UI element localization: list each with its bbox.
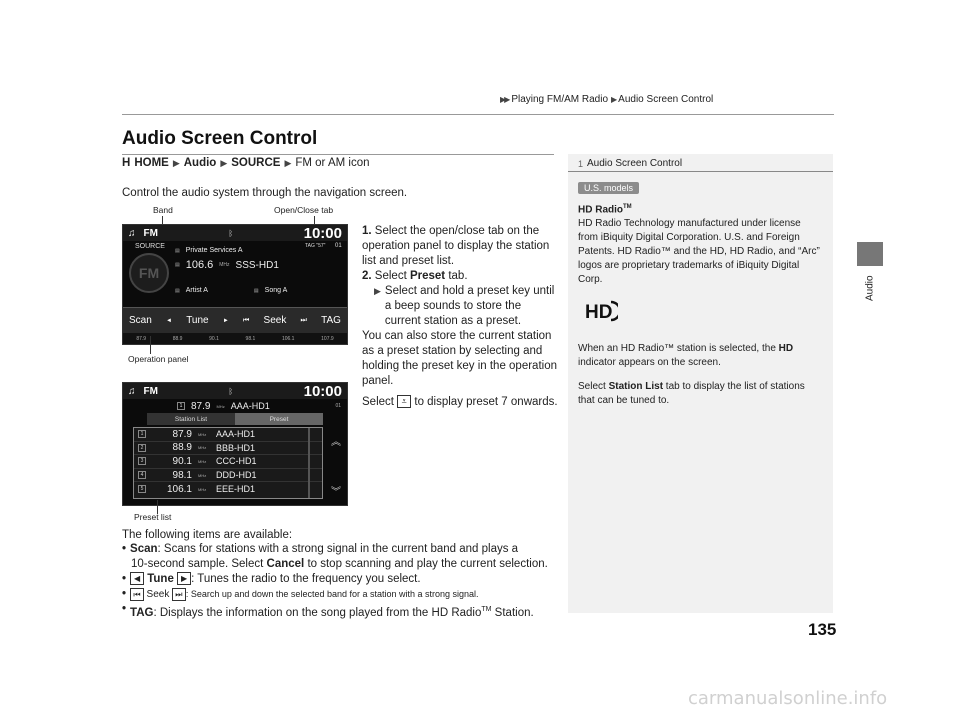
scan-button[interactable]: Scan: [129, 315, 152, 326]
source-label[interactable]: SOURCE: [135, 243, 165, 250]
sidebar-heading: [568, 154, 833, 171]
scroll-down-icon[interactable]: ︾: [331, 487, 341, 498]
list-item[interactable]: [134, 428, 322, 442]
header-divider: [122, 114, 834, 115]
step-number: 1.: [362, 225, 372, 237]
list-tabs: [147, 413, 323, 425]
list-item[interactable]: [134, 442, 322, 456]
arrow-icon: ▶: [172, 157, 180, 168]
callout-line: [150, 336, 151, 354]
preset-unit: MHz: [198, 472, 207, 478]
preset-frequency: 88.9: [172, 442, 192, 454]
page-title: Audio Screen Control: [122, 128, 318, 149]
title-divider: [122, 154, 554, 155]
region-badge: U.S. models: [578, 182, 639, 194]
tune-down-button[interactable]: ◄: [166, 317, 172, 324]
section-tab-label[interactable]: Audio: [864, 275, 876, 301]
status-bar: [123, 225, 347, 241]
list-item[interactable]: [134, 469, 322, 483]
music-note-icon: ♫: [128, 385, 136, 397]
step-text: tab.: [445, 270, 468, 282]
item-text: : Search up and down the selected band for a station with a strong signal.: [185, 589, 479, 599]
preset-unit: MHz: [198, 486, 207, 492]
list-item-tune: • ◀ Tune ▶ : Tunes the radio to the frequency you select.: [122, 573, 421, 585]
step-text: Select: [374, 270, 410, 282]
step-text: to display preset 7 onwards.: [414, 396, 558, 408]
seek-up-icon: ⏭: [172, 588, 186, 601]
bluetooth-icon: ᛒ: [228, 228, 234, 238]
station-info-area: [123, 241, 347, 307]
step-2-substep: [362, 284, 558, 329]
clock: 10:00: [303, 224, 342, 242]
freq-tick: 88.9: [172, 335, 183, 342]
tune-up-icon: ▶: [177, 572, 191, 585]
service-name: Private Services A: [185, 247, 243, 254]
service-row: [175, 247, 243, 254]
hd-radio-logo-icon: [584, 297, 823, 330]
radio-icon: ▤: [175, 262, 180, 268]
sidebar-divider: [568, 171, 833, 172]
path-home: HOME: [134, 157, 169, 169]
breadcrumb-item[interactable]: Playing FM/AM Radio: [511, 94, 609, 105]
hd-indicator-note: [578, 342, 823, 370]
tune-down-icon: ◀: [130, 572, 144, 585]
item-text: : Tunes the radio to the frequency you select.: [191, 573, 421, 585]
callout-operation-panel: Operation panel: [128, 354, 189, 364]
item-text: to stop scanning and play the current selection.: [304, 558, 548, 570]
substep-text: Select and hold a preset key until a beep sounds to store the current station as a preset.: [384, 285, 555, 327]
procedure-steps: [362, 224, 558, 410]
frequency: 87.9: [191, 400, 211, 412]
callout-band: Band: [153, 205, 173, 215]
operation-panel: [123, 307, 347, 333]
freq-tick: 106.1: [281, 335, 295, 342]
tune-up-button[interactable]: ►: [222, 317, 229, 324]
preset-store-note: You can also store the current station as a preset station by selecting and holding the preset key in the operation panel.: [362, 330, 557, 387]
frequency-scale: [123, 333, 347, 344]
frequency: 106.6: [185, 259, 214, 271]
svg-text:HD: HD: [585, 302, 613, 324]
item-text: 10-second sample. Select: [131, 558, 267, 570]
seek-label: Seek: [263, 315, 287, 326]
preset-number: 5: [138, 485, 146, 493]
status-bar: [123, 383, 347, 399]
song-name: Song A: [264, 287, 288, 294]
station-name: SSS-HD1: [235, 259, 279, 271]
note-text: Select: [578, 381, 609, 393]
preset-frequency: 98.1: [172, 469, 192, 481]
step-number: 2.: [362, 270, 372, 282]
audio-screen-main: [122, 224, 348, 345]
arrow-icon: ▶: [611, 95, 616, 104]
list-item[interactable]: [134, 482, 322, 496]
note-text: tab to display the list of stations that can be tuned to.: [578, 381, 805, 407]
hd-radio-heading: [578, 200, 823, 217]
arrow-icon: ▶: [374, 286, 381, 296]
item-label: Tune: [147, 573, 174, 585]
notes-sidebar: [568, 154, 833, 613]
music-note-icon: ♫: [128, 227, 136, 239]
preset-station: EEE-HD1: [216, 484, 256, 495]
seek-down-icon: ⏮: [130, 588, 144, 601]
scrollbar[interactable]: [308, 428, 310, 498]
clock: 10:00: [303, 382, 342, 400]
item-label: Scan: [130, 543, 158, 555]
artist-song-row: [175, 287, 287, 294]
step-text: Select the open/close tab on the operation panel to display the station list and preset list.: [362, 225, 550, 267]
item-text: : Displays the information on the song played from the HD Radio: [153, 606, 482, 619]
station-name: AAA-HD1: [230, 401, 270, 411]
list-item[interactable]: [134, 455, 322, 469]
preset-station: CCC-HD1: [216, 456, 257, 467]
preset-number: 2: [138, 444, 146, 452]
item-label: Seek: [146, 589, 170, 600]
frequency-row: [175, 259, 279, 271]
path-tail: FM or AM icon: [295, 157, 370, 169]
tab-station-list[interactable]: Station List: [147, 413, 235, 425]
channel-number: 01: [335, 243, 342, 249]
preset-unit: MHz: [198, 431, 207, 437]
note-keyword: HD: [778, 343, 794, 355]
page-number: 135: [808, 620, 837, 639]
freq-tick: 107.9: [321, 335, 334, 342]
fm-source-icon[interactable]: FM: [129, 253, 169, 293]
artist-icon: ▤: [175, 287, 180, 294]
preset-number: 1: [138, 430, 146, 438]
intro-text: Control the audio system through the navigation screen.: [122, 187, 408, 199]
service-icon: ▤: [175, 247, 180, 254]
preset-7-note: [362, 395, 558, 410]
artist-name: Artist A: [185, 287, 208, 294]
seek-down-button[interactable]: ⏮: [243, 316, 250, 324]
note-text: When an HD Radio™ station is selected, the: [578, 343, 779, 355]
expand-down-icon: ⩡: [397, 395, 411, 408]
station-list-note: [578, 380, 823, 408]
preset-frequency: 87.9: [172, 428, 192, 440]
list-item-tag: • TAG: Displays the information on the song played from the HD Radio™ Station.: [122, 603, 534, 619]
sidebar-body: [568, 196, 833, 422]
home-path-icon: H: [122, 157, 131, 169]
freq-tick: 98.1: [245, 335, 256, 342]
breadcrumb: [500, 94, 713, 105]
freq-tick: 87.9: [136, 335, 147, 342]
freq-tick: 90.1: [209, 335, 219, 342]
items-list: [122, 542, 562, 621]
breadcrumb-item[interactable]: Audio Screen Control: [618, 94, 714, 105]
trademark: TM: [623, 204, 632, 210]
arrow-icon: ▶: [284, 157, 292, 168]
seek-up-button[interactable]: ⏭: [300, 316, 307, 324]
frequency-unit: MHz: [219, 262, 230, 268]
song-icon: ▤: [253, 287, 259, 294]
preset-station: DDD-HD1: [216, 470, 257, 481]
item-text: : Scans for stations with a strong signal in the current band and plays a: [157, 543, 519, 555]
step-2: [362, 269, 558, 284]
callout-open-close-tab: Open/Close tab: [274, 205, 334, 215]
current-station-row: [123, 399, 347, 413]
trademark: TM: [481, 606, 492, 613]
band-indicator[interactable]: FM: [143, 227, 158, 239]
preset-unit: MHz: [198, 458, 207, 464]
preset-number: 4: [138, 471, 146, 479]
navigation-path: [122, 157, 370, 169]
path-audio: Audio: [183, 157, 217, 169]
preset-station: BBB-HD1: [216, 442, 256, 453]
preset-list: [133, 427, 323, 499]
preset-number: 3: [138, 457, 146, 465]
hd-title: HD Radio: [578, 204, 623, 216]
note-text: indicator appears on the screen.: [578, 357, 721, 369]
bluetooth-icon: ᛒ: [228, 386, 234, 396]
item-label: TAG: [130, 606, 154, 619]
step-1: [362, 224, 558, 269]
tag-button[interactable]: TAG: [321, 315, 341, 326]
watermark[interactable]: carmanualsonline.info: [688, 688, 888, 709]
callout-preset-list: Preset list: [134, 512, 172, 522]
items-intro: The following items are available:: [122, 529, 293, 541]
frequency-unit: MHz: [216, 403, 225, 409]
list-item-seek: • ⏮ Seek ⏭ : Search up and down the selected band for a station with a strong signal.: [122, 588, 479, 600]
preset-frequency: 106.1: [166, 483, 192, 495]
preset-number: 1: [177, 402, 185, 410]
channel-number: 01: [335, 403, 341, 409]
preset-station: AAA-HD1: [216, 429, 256, 440]
list-item-scan: • Scan: Scans for stations with a strong signal in the current band and plays a: [122, 543, 519, 555]
note-keyword: Station List: [608, 381, 664, 393]
step-text: Select: [362, 396, 394, 408]
reference-number: 1: [578, 158, 584, 169]
tune-label: Tune: [186, 315, 209, 326]
path-source: SOURCE: [231, 157, 281, 169]
audio-screen-preset: [122, 382, 348, 506]
preset-frequency: 90.1: [172, 455, 192, 467]
preset-unit: MHz: [198, 445, 207, 451]
tag-info: TAG "57": [305, 243, 326, 249]
item-text: Station.: [491, 606, 534, 619]
sidebar-title: Audio Screen Control: [587, 158, 683, 169]
item-keyword: Cancel: [266, 558, 305, 570]
scroll-up-icon[interactable]: ︽: [331, 437, 341, 448]
band-indicator[interactable]: FM: [143, 385, 158, 397]
arrow-icon: ▶: [220, 157, 228, 168]
list-item-scan-cont: [122, 557, 562, 572]
step-keyword: Preset: [409, 270, 446, 282]
double-arrow-icon: ▶▶: [500, 95, 509, 104]
license-note: HD Radio Technology manufactured under license from iBiquity Digital Corporation. U.S. and Foreign Patents. HD Radio™ and the HD, HD Radio, and “Arc” logos are proprietary trademarks of iBiquity Digital Corp.: [578, 218, 820, 286]
tab-preset[interactable]: Preset: [235, 413, 323, 425]
